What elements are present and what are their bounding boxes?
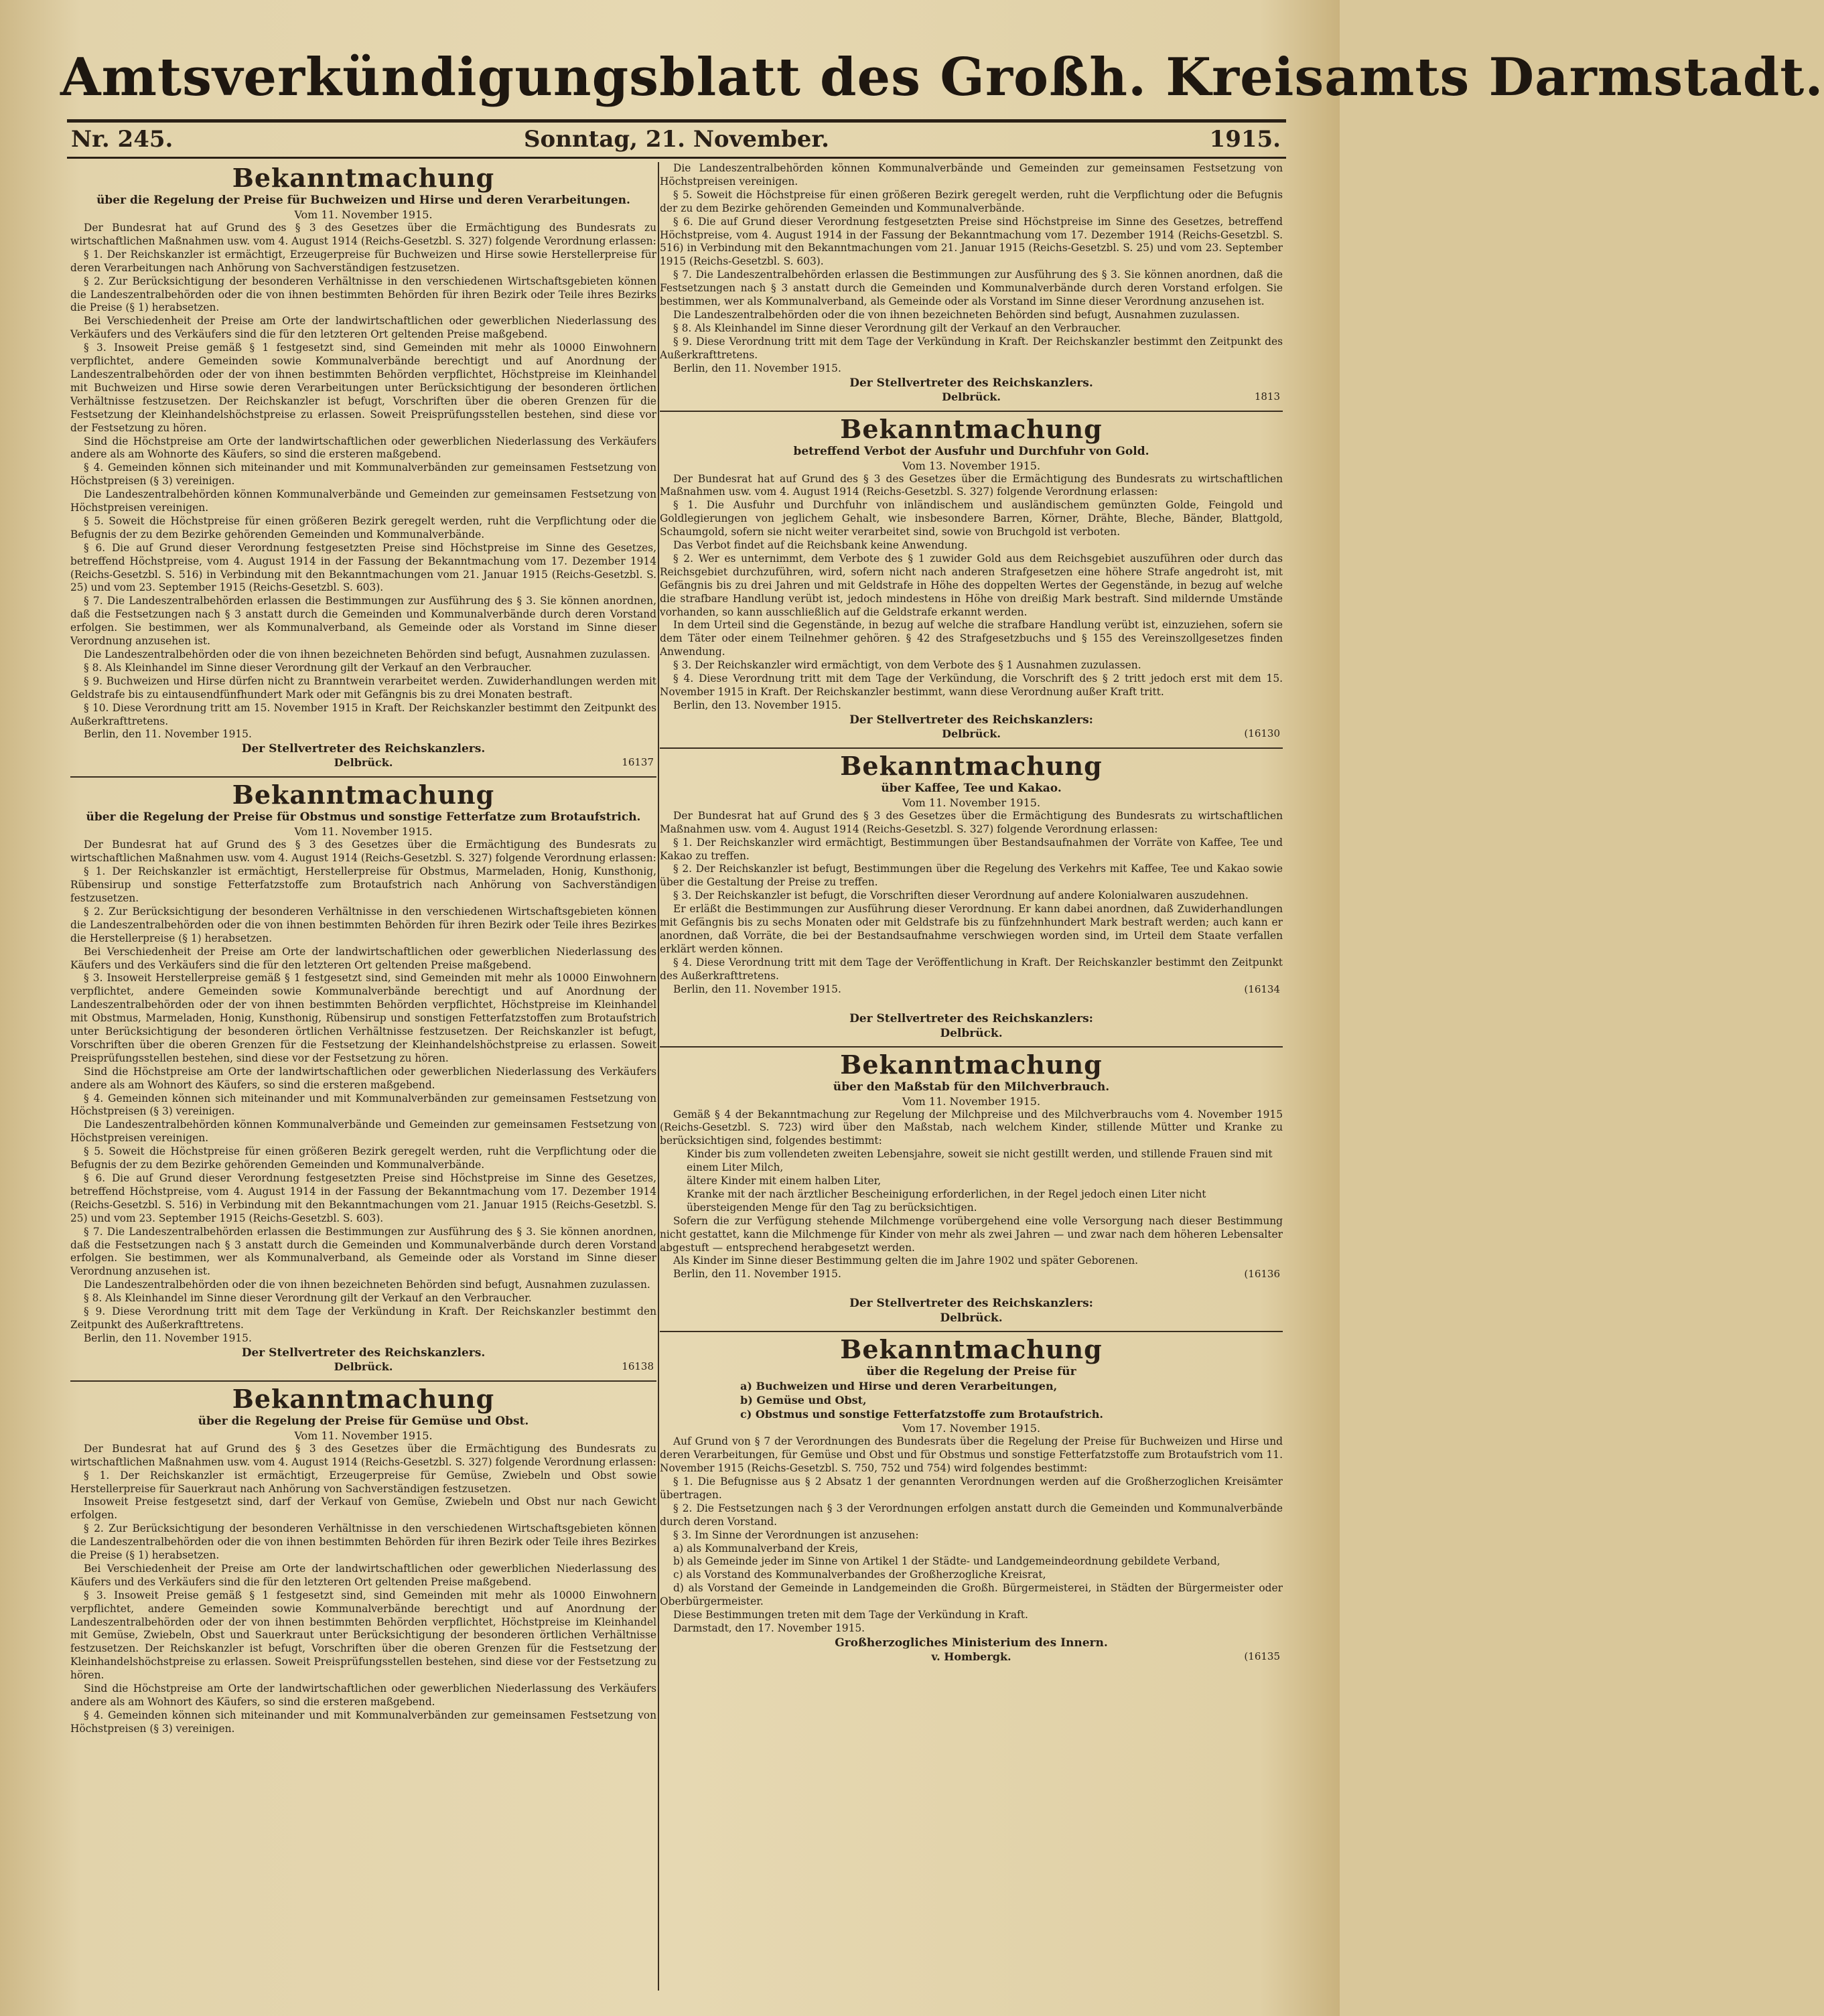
notice-title: Bekanntmachung <box>840 413 1103 444</box>
paragraph: § 2. Zur Berücksichtigung der besonderen Verhältnisse in den verschiedenen Wirtschaftsgebieten können die Landeszentralbehörden oder die von ihnen bestimmten Behörden für ihren Bezirk oder Teile ihres Bezirks die Preise (§ 1) herabsetzen. <box>70 275 656 314</box>
notice-signature: Delbrück. <box>942 390 1001 403</box>
notice-signature-line <box>660 390 1283 405</box>
separator <box>660 747 1283 749</box>
paragraph: § 6. Die auf Grund dieser Verordnung festgesetzten Preise sind Höchstpreise im Sinne des Gesetzes, betreffend Höchstpreise, vom 4. August 1914 in der Fassung der Bekanntmachung vom 17. Dezember 1914 (Reichs-Gesetzbl. S. 516) in Verbindung mit den Bekanntmachungen vom 21. Januar 1915 (Reichs-Gesetzbl. S. 25) und vom 23. September 1915 (Reichs-Gesetzbl. S. 603). <box>660 215 1283 268</box>
masthead-rule <box>67 119 1286 123</box>
paragraph: § 6. Die auf Grund dieser Verordnung festgesetzten Preise sind Höchstpreise im Sinne des Gesetzes, betreffend Höchstpreise, vom 4. August 1914 in der Fassung der Bekanntmachung vom 17. Dezember 1914 (Reichs-Gesetzbl. S. 516) in Verbindung mit den Bekanntmachungen vom 21. Januar 1915 (Reichs-Gesetzbl. S. 25) und vom 23. September 1915 (Reichs-Gesetzbl. S. 603). <box>70 541 656 594</box>
notice-date: Vom 11. November 1915. <box>294 825 433 839</box>
paragraph: Sind die Höchstpreise am Orte der landwirtschaftlichen oder gewerblichen Niederlassung des Verkäufers andere als am Wohnorte des Käufers, so sind die ersteren maßgebend. <box>70 435 656 461</box>
notice-signer: Der Stellvertreter des Reichskanzlers: <box>849 1297 1093 1311</box>
notice-number: 1813 <box>1254 390 1280 403</box>
paragraph: Darmstadt, den 17. November 1915. <box>673 1622 865 1634</box>
paragraph: § 5. Soweit die Höchstpreise für einen größeren Bezirk geregelt werden, ruht die Verpflichtung oder die Befugnis der zu dem Bezirke gehörenden Gemeinden und Kommunalverbände. <box>660 188 1283 214</box>
paragraph: Bei Verschiedenheit der Preise am Orte der landwirtschaftlichen oder gewerblichen Niederlassung des Verkäufers und des Verkäufers sind die für den letzteren Ort geltenden Preise maßgebend. <box>70 315 656 341</box>
notice-number: 16138 <box>622 1360 654 1372</box>
paragraph: Diese Bestimmungen treten mit dem Tage der Verkündung in Kraft. <box>673 1609 1028 1622</box>
paragraph: a) als Kommunalverband der Kreis, <box>673 1542 859 1555</box>
paragraph: Bei Verschiedenheit der Preise am Orte der landwirtschaftlichen oder gewerblichen Niederlassung des Käufers und des Verkäufers sind die für den letzteren Ort geltenden Preise maßgebend. <box>70 945 656 971</box>
notice-gemuese <box>70 1384 656 1736</box>
notice-signature-line <box>70 756 656 771</box>
paragraph: § 4. Gemeinden können sich miteinander und mit Kommunalverbänden zur gemeinsamen Festsetzung von Höchstpreisen (§ 3) vereinigen. <box>70 1092 656 1118</box>
notice-signer: Der Stellvertreter des Reichskanzlers. <box>241 742 486 756</box>
paragraph: Die Landeszentralbehörden können Kommunalverbände und Gemeinden zur gemeinsamen Festsetzung von Höchstpreisen vereinigen. <box>70 1119 656 1145</box>
paragraph: Die Landeszentralbehörden oder die von ihnen bezeichneten Behörden sind befugt, Ausnahmen zuzulassen. <box>84 1279 650 1291</box>
paragraph: § 10. Diese Verordnung tritt am 15. November 1915 in Kraft. Der Reichskanzler bestimmt den Zeitpunkt des Außerkrafttretens. <box>70 701 656 727</box>
notice-signature-line <box>70 1360 656 1375</box>
paragraph: Gemäß § 4 der Bekanntmachung zur Regelung der Milchpreise und des Milchverbrauchs vom 4. November 1915 (Reichs-Gesetzbl. S. 723) wird über den Maßstab, nach welchem Kinder, stillende Mütter und Kranke zu berücksichtigen sind, folgendes bestimmt: <box>660 1108 1283 1147</box>
issue-date: Sonntag, 21. November. <box>524 126 829 153</box>
paragraph: § 1. Die Befugnisse aus § 2 Absatz 1 der genannten Verordnungen werden auf die Großherzoglichen Kreisämter übertragen. <box>660 1475 1283 1501</box>
notice-body-2 <box>660 1215 1283 1282</box>
paragraph: § 9. Diese Verordnung tritt mit dem Tage der Verkündung in Kraft. Der Reichskanzler bestimmt den Zeitpunkt des Außerkrafttretens. <box>70 1305 656 1331</box>
list-item: Kinder bis zum vollendeten zweiten Lebensjahre, soweit sie nicht gestillt werden, und stillende Frauen sind mit einem Liter Milch, <box>687 1148 1273 1174</box>
notice-kaffee <box>660 751 1283 1041</box>
notice-gemuese-continued <box>660 162 1283 405</box>
list-item: a) Buchweizen und Hirse und deren Verarbeitungen, <box>740 1380 1058 1393</box>
notice-title: Bekanntmachung <box>232 1383 495 1414</box>
notice-subtitle: über Kaffee, Tee und Kakao. <box>881 781 1062 795</box>
notice-ministerium <box>660 1335 1283 1665</box>
paragraph: § 4. Gemeinden können sich miteinander und mit Kommunalverbänden zur gemeinsamen Festsetzung von Höchstpreisen (§ 3) vereinigen. <box>70 1709 656 1735</box>
paragraph: § 2. Zur Berücksichtigung der besonderen Verhältnisse in den verschiedenen Wirtschaftsgebieten können die Landeszentralbehörden oder die von ihnen bestimmten Behörden für ihren Bezirk oder Teile ihres Bezirkes die Herstellerpreise (§ 1) herabsetzen. <box>70 905 656 944</box>
issue-number: Nr. 245. <box>71 126 173 153</box>
notice-gold <box>660 415 1283 742</box>
paragraph: § 1. Der Reichskanzler ist ermächtigt, Erzeugerpreise für Gemüse, Zwiebeln und Obst sowie Herstellerpreise für Sauerkraut nach Anhörung von Sachverständigen festzusetzen. <box>70 1469 656 1495</box>
paragraph: b) als Gemeinde jeder im Sinne von Artikel 1 der Städte- und Landgemeindeordnung gebildete Verband, <box>673 1555 1220 1568</box>
paragraph: § 7. Die Landeszentralbehörden erlassen die Bestimmungen zur Ausführung des § 3. Sie können anordnen, daß die Festsetzungen nach § 3 anstatt durch die Gemeinden und Kommunalverbände durch deren Vorstand erfolgen. Sie bestimmen, wer als Kommunalverband, als Gemeinde oder als Vorstand im Sinne dieser Verordnung anzusehen ist. <box>70 595 656 648</box>
paragraph: § 8. Als Kleinhandel im Sinne dieser Verordnung gilt der Verkauf an den Verbraucher. <box>84 1292 532 1305</box>
paragraph: § 2. Wer es unternimmt, dem Verbote des § 1 zuwider Gold aus dem Reichsgebiet auszuführen oder durch das Reichsgebiet durchzuführen, wird, sofern nicht nach anderen Strafgesetzen eine höhere Strafe angedroht ist, mit Gefängnis bis zu drei Jahren und mit Geldstrafe in Höhe des doppelten Wertes der Gegenstände, in bezug auf welche die strafbare Handlung verübt ist, jedoch mindestens in Höhe von dreißig Mark bestraft. Sind mildernde Umstände vorhanden, so kann ausschließlich auf die Geldstrafe erkannt werden. <box>660 552 1283 618</box>
paragraph: § 4. Gemeinden können sich miteinander und mit Kommunalverbänden zur gemeinsamen Festsetzung von Höchstpreisen (§ 3) vereinigen. <box>70 461 656 488</box>
separator <box>660 1046 1283 1048</box>
paragraph: § 9. Buchweizen und Hirse dürfen nicht zu Branntwein verarbeitet werden. Zuwiderhandlungen werden mit Geldstrafe bis zu eintausendfünfhundert Mark oder mit Gefängnis bis zu drei Monaten bestraft. <box>70 674 656 701</box>
notice-number: (16135 <box>1244 1650 1280 1662</box>
paragraph: § 3. Der Reichskanzler ist befugt, die Vorschriften dieser Verordnung auf andere Kolonialwaren auszudehnen. <box>673 889 1249 902</box>
paragraph: Der Bundesrat hat auf Grund des § 3 des Gesetzes über die Ermächtigung des Bundesrats zu wirtschaftlichen Maßnahmen usw. vom 4. August 1914 (Reichs-Gesetzbl. S. 327) folgende Verordnung erlassen: <box>660 472 1283 498</box>
notice-date: Vom 13. November 1915. <box>902 459 1041 472</box>
notice-signature: Delbrück. <box>940 1026 1003 1040</box>
notice-body <box>660 1435 1283 1636</box>
paragraph: § 4. Diese Verordnung tritt mit dem Tage der Veröffentlichung in Kraft. Der Reichskanzler bestimmt den Zeitpunkt des Außerkrafttretens. <box>660 956 1283 982</box>
paragraph: § 1. Der Reichskanzler ist ermächtigt, Herstellerpreise für Obstmus, Marmeladen, Honig, Kunsthonig, Rübensirup und sonstige Fetterfatzstoffe zum Brotaufstrich nach Anhörung von Sachverständigen festzusetzen. <box>70 865 656 904</box>
notice-buchweizen <box>70 163 656 771</box>
paragraph: Insoweit Preise festgesetzt sind, darf der Verkauf von Gemüse, Zwiebeln und Obst nur nach Gewicht erfolgen. <box>70 1496 656 1522</box>
paragraph: Die Landeszentralbehörden oder die von ihnen bezeichneten Behörden sind befugt, Ausnahmen zuzulassen. <box>84 648 650 660</box>
paragraph: Berlin, den 11. November 1915. <box>673 362 841 374</box>
paragraph: § 3. Insoweit Preise gemäß § 1 festgesetzt sind, sind Gemeinden mit mehr als 10000 Einwohnern verpflichtet, andere Gemeinden sowie Kommunalverbände berechtigt und auf Anordnung der Landeszentralbehörden oder der von ihnen bestimmten Behörden verpflichtet, Höchstpreise im Kleinhandel mit Gemüse, Zwiebeln, Obst und Sauerkraut unter Berücksichtigung der besonderen örtlichen Verhältnisse festzusetzen. Der Reichskanzler ist befugt, Vorschriften über die oberen Grenzen für die Festsetzung der Kleinhandelshöchstpreise zu erlassen. Soweit Preisprüfungsstellen bestehen, sind diese vor der Festsetzung zu hören. <box>70 1589 656 1682</box>
notice-body <box>70 839 656 1345</box>
paragraph: Berlin, den 11. November 1915. <box>84 728 252 741</box>
notice-subtitle: über den Maßstab für den Milchverbrauch. <box>833 1080 1110 1094</box>
column-right <box>660 162 1283 1997</box>
paragraph: d) als Vorstand der Gemeinde in Landgemeinden die Großh. Bürgermeisterei, in Städten der Bürgermeister oder Oberbürgermeister. <box>660 1582 1283 1608</box>
paragraph: § 2. Zur Berücksichtigung der besonderen Verhältnisse in den verschiedenen Wirtschaftsgebieten können die Landeszentralbehörden oder die von ihnen bestimmten Behörden für ihren Bezirk oder Teile ihres Bezirkes die Preise (§ 1) herabsetzen. <box>70 1522 656 1562</box>
notice-signature: v. Hombergk. <box>931 1650 1011 1663</box>
paragraph: Die Landeszentralbehörden können Kommunalverbände und Gemeinden zur gemeinsamen Festsetzung von Höchstpreisen vereinigen. <box>660 162 1283 188</box>
notice-list <box>660 1148 1283 1215</box>
notice-number: (16136 <box>1244 1268 1280 1281</box>
column-divider <box>658 162 659 1991</box>
paragraph: § 2. Die Festsetzungen nach § 3 der Verordnungen erfolgen anstatt durch die Gemeinden und Kommunalverbände durch deren Vorstand. <box>660 1502 1283 1528</box>
issue-year: 1915. <box>1209 126 1281 153</box>
paragraph: c) als Vorstand des Kommunalverbandes der Großherzogliche Kreisrat, <box>673 1569 1046 1581</box>
notice-body <box>660 810 1283 997</box>
notice-number: 16137 <box>622 756 654 769</box>
paragraph: Berlin, den 11. November 1915. <box>673 1268 841 1281</box>
notice-title: Bekanntmachung <box>232 163 495 193</box>
list-item: ältere Kinder mit einem halben Liter, <box>687 1175 882 1187</box>
notice-obstmus <box>70 780 656 1374</box>
notice-title: Bekanntmachung <box>840 1049 1103 1080</box>
notice-subtitle: über die Regelung der Preise für Gemüse und Obst. <box>198 1414 529 1428</box>
separator <box>70 776 656 778</box>
paragraph: Berlin, den 13. November 1915. <box>673 699 841 711</box>
paragraph: Bei Verschiedenheit der Preise am Orte der landwirtschaftlichen oder gewerblichen Niederlassung des Käufers und des Verkäufers sind die für den letzteren Ort geltenden Preise maßgebend. <box>70 1562 656 1588</box>
paragraph: Er erläßt die Bestimmungen zur Ausführung dieser Verordnung. Er kann dabei anordnen, daß Zuwiderhandlungen mit Gefängnis bis zu sechs Monaten oder mit Geldstrafe bis zu fünfzehnhundert Mark bestraft werden; auch kann er anordnen, daß Vorräte, die bei der Bestandsaufnahme verschwiegen worden sind, im Urteil dem Staate verfallen erklärt werden können. <box>660 903 1283 955</box>
paragraph: § 3. Der Reichskanzler wird ermächtigt, von dem Verbote des § 1 Ausnahmen zuzulassen. <box>673 659 1141 672</box>
paragraph: § 3. Insoweit Herstellerpreise gemäß § 1 festgesetzt sind, sind Gemeinden mit mehr als 10000 Einwohnern verpflichtet, andere Gemeinden sowie Kommunalverbände berechtigt und auf Anordnung der Landeszentralbehörden oder der von ihnen bestimmten Behörden verpflichtet, Höchstpreise im Kleinhandel mit Obstmus, Marmeladen, Honig, Kunsthonig, Rübensirup und sonstigen Fetterfatzstoffen zum Brotaufstrich unter Berücksichtigung der besonderen örtlichen Verhältnisse festzusetzen. Der Reichskanzler ist befugt, Vorschriften über die oberen Grenzen für die Festsetzung der Kleinhandelshöchstpreise zu erlassen. Soweit Preisprüfungsstellen bestehen, sind diese vor der Festsetzung zu hören. <box>70 972 656 1064</box>
column-left <box>70 162 656 1997</box>
paragraph: § 9. Diese Verordnung tritt mit dem Tage der Verkündung in Kraft. Der Reichskanzler bestimmt den Zeitpunkt des Außerkrafttretens. <box>660 335 1283 361</box>
notice-subtitle: über die Regelung der Preise für Obstmus und sonstige Fetterfatze zum Brotaufstrich. <box>86 810 641 824</box>
notice-signature: Delbrück. <box>334 756 393 770</box>
notice-signature: Delbrück. <box>334 1360 393 1373</box>
separator <box>70 1380 656 1382</box>
notice-date: Vom 11. November 1915. <box>294 208 433 221</box>
notice-body <box>660 1108 1283 1149</box>
paragraph: § 8. Als Kleinhandel im Sinne dieser Verordnung gilt der Verkauf an den Verbraucher. <box>84 661 532 674</box>
paragraph: § 8. Als Kleinhandel im Sinne dieser Verordnung gilt der Verkauf an den Verbraucher. <box>673 321 1121 334</box>
masthead: Amtsverkündigungsblatt des Großh. Kreisamts Darmstadt. <box>60 47 1824 108</box>
notice-signature: Delbrück. <box>940 1311 1003 1325</box>
separator <box>660 1331 1283 1332</box>
notice-list <box>660 1379 1283 1421</box>
paragraph: § 1. Die Ausfuhr und Durchfuhr von inländischem und ausländischem gemünzten Golde, Feingold und Goldlegierungen von jeglichem Gehalt, wie insbesondere Barren, Körner, Drähte, Bleche, Bänder, Blattgold, Schaumgold, sofern sie nicht weiter verarbeitet sind, sowie von Bruchgold ist verboten. <box>660 499 1283 538</box>
paragraph: Die Landeszentralbehörden oder die von ihnen bezeichneten Behörden sind befugt, Ausnahmen zuzulassen. <box>673 308 1240 321</box>
separator <box>660 411 1283 412</box>
notice-signer: Der Stellvertreter des Reichskanzlers: <box>849 1011 1093 1025</box>
dateline-rule <box>67 157 1286 159</box>
notice-milch <box>660 1050 1283 1326</box>
notice-signature: Delbrück. <box>942 727 1001 740</box>
paragraph: Der Bundesrat hat auf Grund des § 3 des Gesetzes über die Ermächtigung des Bundesrats zu wirtschaftlichen Maßnahmen usw. vom 4. August 1914 (Reichs-Gesetzbl. S. 327) folgende Verordnung erlassen: <box>660 809 1283 835</box>
paragraph: Als Kinder im Sinne dieser Bestimmung gelten die im Jahre 1902 und später Geborenen. <box>673 1254 1139 1267</box>
notice-signer: Der Stellvertreter des Reichskanzlers: <box>849 713 1093 727</box>
list-item: b) Gemüse und Obst, <box>740 1394 867 1407</box>
paragraph: Berlin, den 11. November 1915. <box>673 983 841 995</box>
notice-date: Vom 11. November 1915. <box>902 1094 1041 1108</box>
paragraph: Der Bundesrat hat auf Grund des § 3 des Gesetzes über die Ermächtigung des Bundesrats zu wirtschaftlichen Maßnahmen usw. vom 4. August 1914 (Reichs-Gesetzbl. S. 327) folgende Verordnung erlassen: <box>70 839 656 865</box>
notice-number: (16134 <box>1244 983 1280 995</box>
paragraph: § 3. Insoweit Preise gemäß § 1 festgesetzt sind, sind Gemeinden mit mehr als 10000 Einwohnern verpflichtet, andere Gemeinden sowie Kommunalverbände berechtigt und auf Anordnung der Landeszentralbehörden oder der von ihnen bestimmten Behörden verpflichtet, Höchstpreise im Kleinhandel mit Buchweizen und Hirse sowie deren Verarbeitungen unter Berücksichtigung der besonderen örtlichen Verhältnisse festzusetzen. Der Reichskanzler ist befugt, Vorschriften über die oberen Grenzen für die Festsetzung der Kleinhandelshöchstpreise zu erlassen. Soweit Preisprüfungsstellen bestehen, sind diese vor der Festsetzung zu hören. <box>70 342 656 434</box>
notice-body <box>660 473 1283 713</box>
paragraph: Auf Grund von § 7 der Verordnungen des Bundesrats über die Regelung der Preise für Buchweizen und Hirse und deren Verarbeitungen, für Gemüse und Obst und für Obstmus und sonstige Fetterfatzstoffe zum Brotaufstrich vom 11. November 1915 (Reichs-Gesetzbl. S. 750, 752 und 754) wird folgendes bestimmt: <box>660 1435 1283 1475</box>
dateline <box>67 126 1286 159</box>
notice-subtitle: über die Regelung der Preise für Buchweizen und Hirse und deren Verarbeitungen. <box>96 194 630 207</box>
paragraph: § 6. Die auf Grund dieser Verordnung festgesetzten Preise sind Höchstpreise im Sinne des Gesetzes, betreffend Höchstpreise, vom 4. August 1914 in der Fassung der Bekanntmachung vom 17. Dezember 1914 (Reichs-Gesetzbl. S. 516) in Verbindung mit den Bekanntmachungen vom 21. Januar 1915 (Reichs-Gesetzbl. S. 25) und vom 23. September 1915 (Reichs-Gesetzbl. S. 603). <box>70 1172 656 1224</box>
notice-date: Vom 11. November 1915. <box>902 796 1041 809</box>
notice-title: Bekanntmachung <box>232 780 495 810</box>
notice-title: Bekanntmachung <box>840 1334 1103 1365</box>
paragraph: Berlin, den 11. November 1915. <box>84 1331 252 1344</box>
paragraph: § 7. Die Landeszentralbehörden erlassen die Bestimmungen zur Ausführung des § 3. Sie können anordnen, daß die Festsetzungen nach § 3 anstatt durch die Gemeinden und Kommunalverbände durch deren Vorstand erfolgen. Sie bestimmen, wer als Kommunalverband, als Gemeinde oder als Vorstand im Sinne dieser Verordnung anzusehen ist. <box>70 1225 656 1278</box>
paragraph: In dem Urteil sind die Gegenstände, in bezug auf welche die strafbare Handlung verübt ist, einzuziehen, sofern sie dem Täter oder einem Teilnehmer gehören. § 42 des Strafgesetzbuchs und § 155 des Vereinszollgesetzes finden Anwendung. <box>660 619 1283 658</box>
paragraph: § 3. Im Sinne der Verordnungen ist anzusehen: <box>673 1528 919 1541</box>
paragraph: Die Landeszentralbehörden können Kommunalverbände und Gemeinden zur gemeinsamen Festsetzung von Höchstpreisen vereinigen. <box>70 488 656 514</box>
paragraph: § 5. Soweit die Höchstpreise für einen größeren Bezirk geregelt werden, ruht die Verpflichtung oder die Befugnis der zu dem Bezirke gehörenden Gemeinden und Kommunalverbände. <box>70 1145 656 1171</box>
paragraph: Sind die Höchstpreise am Orte der landwirtschaftlichen oder gewerblichen Niederlassung des Verkäufers andere als am Wohnort des Käufers, so sind die ersteren maßgebend. <box>70 1682 656 1708</box>
notice-subtitle: über die Regelung der Preise für <box>866 1365 1076 1379</box>
notice-signer: Großherzogliches Ministerium des Innern. <box>835 1636 1108 1650</box>
notice-signer: Der Stellvertreter des Reichskanzlers. <box>241 1346 486 1360</box>
notice-date: Vom 17. November 1915. <box>902 1422 1041 1435</box>
notice-subtitle: betreffend Verbot der Ausfuhr und Durchfuhr von Gold. <box>793 444 1149 458</box>
paragraph: § 2. Der Reichskanzler ist befugt, Bestimmungen über die Regelung des Verkehrs mit Kaffee, Tee und Kakao sowie über die Gestaltung der Preise zu treffen. <box>660 863 1283 889</box>
list-item: c) Obstmus und sonstige Fetterfatzstoffe zum Brotaufstrich. <box>740 1408 1103 1421</box>
notice-body <box>70 1443 656 1736</box>
notice-title: Bekanntmachung <box>840 750 1103 781</box>
list-item: Kranke mit der nach ärztlicher Bescheinigung erforderlichen, in der Regel jedoch einen Liter nicht übersteigenden Menge für den Tag zu berücksichtigen. <box>687 1187 1206 1214</box>
notice-signature-line <box>660 727 1283 742</box>
paragraph: Der Bundesrat hat auf Grund des § 3 des Gesetzes über die Ermächtigung des Bundesrats zu wirtschaftlichen Maßnahmen usw. vom 4. August 1914 (Reichs-Gesetzbl. S. 327) folgende Verordnung erlassen: <box>70 1442 656 1468</box>
paragraph: § 1. Der Reichskanzler wird ermächtigt, Bestimmungen über Bestandsaufnahmen der Vorräte von Kaffee, Tee und Kakao zu treffen. <box>660 836 1283 862</box>
notice-signer: Der Stellvertreter des Reichskanzlers. <box>849 376 1093 390</box>
paragraph: § 5. Soweit die Höchstpreise für einen größeren Bezirk geregelt werden, ruht die Verpflichtung oder die Befugnis der zu dem Bezirke gehörenden Gemeinden und Kommunalverbände. <box>70 514 656 541</box>
paragraph: § 1. Der Reichskanzler ist ermächtigt, Erzeugerpreise für Buchweizen und Hirse sowie Herstellerpreise für deren Verarbeitungen nach Anhörung von Sachverständigen festzusetzen. <box>70 248 656 274</box>
notice-body <box>70 222 656 741</box>
notice-number: (16130 <box>1244 727 1280 739</box>
notice-date: Vom 11. November 1915. <box>294 1429 433 1442</box>
paragraph: § 7. Die Landeszentralbehörden erlassen die Bestimmungen zur Ausführung des § 3. Sie können anordnen, daß die Festsetzungen nach § 3 anstatt durch die Gemeinden und Kommunalverbände durch deren Vorstand erfolgen. Sie bestimmen, wer als Kommunalverband, als Gemeinde oder als Vorstand im Sinne dieser Verordnung anzusehen ist. <box>660 269 1283 308</box>
paragraph: § 4. Diese Verordnung tritt mit dem Tage der Verkündung, die Vorschrift des § 2 tritt jedoch erst mit dem 15. November 1915 in Kraft. Der Reichskanzler bestimmt, wann diese Verordnung außer Kraft tritt. <box>660 672 1283 698</box>
paragraph: Sind die Höchstpreise am Orte der landwirtschaftlichen oder gewerblichen Niederlassung des Verkäufers andere als am Wohnort des Käufers, so sind die ersteren maßgebend. <box>70 1065 656 1091</box>
notice-signature-line <box>660 1650 1283 1665</box>
paragraph: Sofern die zur Verfügung stehende Milchmenge vorübergehend eine volle Versorgung nach dieser Bestimmung nicht gestattet, kann die Milchmenge für Kinder von mehr als zwei Jahren — und zwar nach dem höheren Lebensalter abgestuft — entsprechend herabgesetzt werden. <box>660 1214 1283 1254</box>
notice-body <box>660 162 1283 376</box>
paragraph: Das Verbot findet auf die Reichsbank keine Anwendung. <box>673 539 968 552</box>
paragraph: Der Bundesrat hat auf Grund des § 3 des Gesetzes über die Ermächtigung des Bundesrats zu wirtschaftlichen Maßnahmen usw. vom 4. August 1914 (Reichs-Gesetzbl. S. 327) folgende Verordnung erlassen: <box>70 222 656 247</box>
